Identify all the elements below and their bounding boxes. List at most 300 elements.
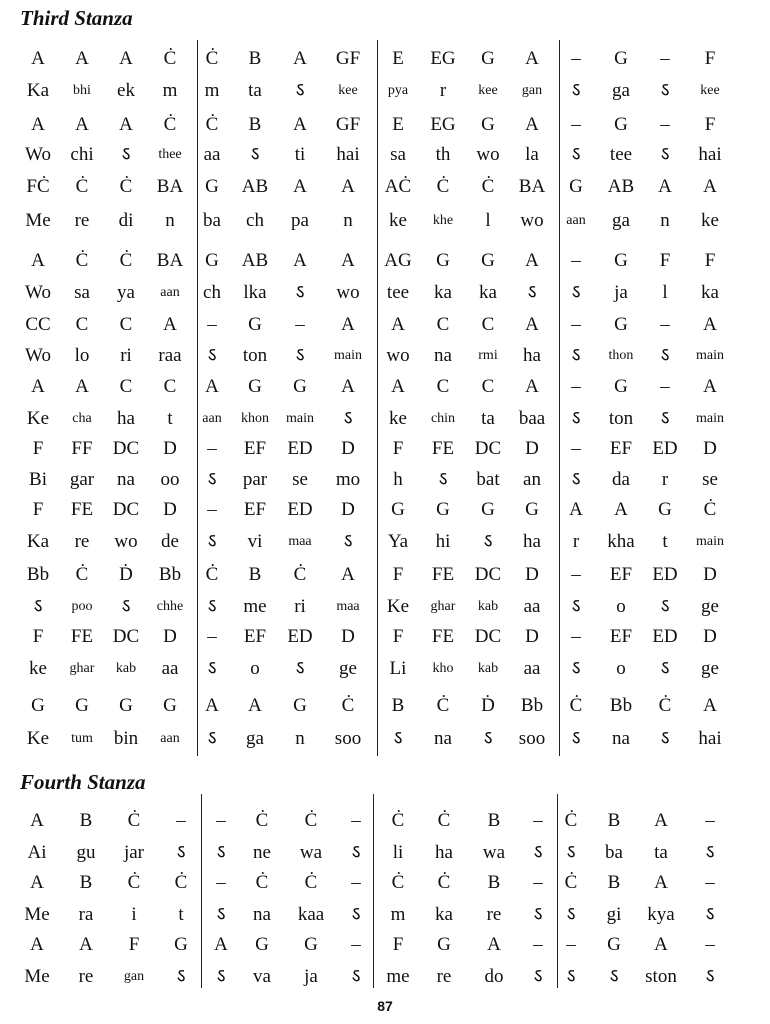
lyric-cell: ऽ	[571, 282, 581, 303]
lyric-cell: n	[165, 210, 175, 231]
note-cell: Ċ	[304, 872, 318, 893]
lyric-cell: ऽ	[571, 728, 581, 749]
lyric-cell: o	[616, 658, 626, 679]
note-cell: Ċ	[163, 114, 177, 135]
lyric-cell: ta	[654, 842, 668, 863]
lyric-cell: ge	[339, 658, 357, 679]
note-cell: Ċ	[205, 48, 219, 69]
lyric-cell: la	[525, 144, 539, 165]
note-cell: –	[207, 438, 217, 459]
note-cell: G	[205, 176, 219, 197]
lyric-cell: Wo	[25, 282, 51, 303]
notes-row	[0, 434, 770, 464]
note-cell: BA	[156, 176, 184, 197]
note-cell: –	[571, 250, 581, 271]
bar-divider	[197, 40, 198, 756]
note-cell: Ċ	[391, 872, 405, 893]
lyric-cell: ऽ	[566, 966, 576, 987]
lyric-cell: ba	[203, 210, 221, 231]
lyric-cell: ऽ	[533, 842, 543, 863]
note-cell: B	[79, 810, 93, 831]
note-cell: A	[654, 934, 668, 955]
lyric-cell: ऽ	[393, 728, 403, 749]
note-cell: A	[487, 934, 501, 955]
note-cell: Ċ	[564, 810, 578, 831]
note-cell: Ċ	[564, 872, 578, 893]
note-cell: Ċ	[436, 176, 450, 197]
note-cell: F	[32, 438, 44, 459]
note-cell: G	[481, 250, 495, 271]
note-cell: ED	[287, 438, 313, 459]
lyric-cell: ga	[612, 80, 630, 101]
lyrics-row	[0, 838, 770, 868]
note-cell: –	[705, 872, 715, 893]
note-cell: A	[205, 695, 219, 716]
lyric-cell: ghar	[69, 661, 95, 676]
lyric-cell: ऽ	[216, 842, 226, 863]
note-cell: A	[75, 114, 89, 135]
lyrics-row	[0, 592, 770, 622]
note-cell: EF	[243, 626, 267, 647]
note-cell: A	[75, 376, 89, 397]
note-cell: G	[304, 934, 318, 955]
note-cell: Bb	[520, 695, 544, 716]
lyric-cell: wa	[299, 842, 323, 863]
note-cell: DC	[474, 564, 502, 585]
note-cell: D	[163, 438, 177, 459]
note-cell: A	[654, 872, 668, 893]
lyric-cell: ऽ	[533, 904, 543, 925]
note-cell: F	[32, 626, 44, 647]
lyrics-row	[0, 140, 770, 170]
note-cell: A	[30, 872, 44, 893]
note-cell: A	[341, 564, 355, 585]
lyric-cell: maa	[288, 534, 312, 549]
note-cell: B	[607, 810, 621, 831]
note-cell: G	[569, 176, 583, 197]
note-cell: ED	[287, 626, 313, 647]
note-cell: F	[392, 438, 404, 459]
note-cell: GF	[335, 114, 361, 135]
lyric-cell: vi	[247, 531, 263, 552]
lyric-cell: ja	[304, 966, 318, 987]
note-cell: –	[207, 626, 217, 647]
note-cell: D	[525, 626, 539, 647]
bar-divider	[201, 794, 202, 988]
lyric-cell: ta	[481, 408, 495, 429]
lyric-cell: ऽ	[483, 531, 493, 552]
note-cell: A	[654, 810, 668, 831]
note-cell: –	[351, 810, 361, 831]
lyric-cell: gar	[69, 469, 95, 490]
lyric-cell: l	[662, 282, 668, 303]
lyrics-row	[0, 341, 770, 371]
note-cell: F	[392, 564, 404, 585]
lyric-cell: se	[292, 469, 308, 490]
note-cell: –	[216, 810, 226, 831]
note-cell: –	[176, 810, 186, 831]
note-cell: F	[704, 48, 716, 69]
notes-row	[0, 806, 770, 836]
note-cell: G	[436, 250, 450, 271]
lyric-cell: raa	[158, 345, 182, 366]
note-cell: B	[248, 48, 262, 69]
lyric-cell: t	[167, 408, 173, 429]
note-cell: FĊ	[26, 176, 50, 197]
lyric-cell: re	[78, 966, 94, 987]
lyric-cell: soo	[334, 728, 362, 749]
lyric-cell: ऽ	[660, 80, 670, 101]
lyric-cell: ba	[605, 842, 623, 863]
note-cell: A	[119, 48, 133, 69]
lyric-cell: ऽ	[216, 966, 226, 987]
lyric-cell: ऽ	[351, 966, 361, 987]
lyric-cell: ऽ	[295, 345, 305, 366]
lyric-cell: Wo	[25, 144, 51, 165]
lyric-cell: cha	[72, 411, 92, 426]
note-cell: Ċ	[437, 872, 451, 893]
lyric-cell: ja	[614, 282, 628, 303]
note-cell: Ċ	[163, 48, 177, 69]
lyric-cell: ऽ	[351, 904, 361, 925]
note-cell: Ċ	[255, 810, 269, 831]
lyric-cell: hai	[698, 144, 722, 165]
lyric-cell: da	[612, 469, 630, 490]
note-cell: Ḋ	[119, 564, 133, 585]
lyric-cell: m	[204, 80, 220, 101]
lyric-cell: wo	[386, 345, 410, 366]
note-cell: G	[255, 934, 269, 955]
note-cell: Ċ	[205, 564, 219, 585]
lyric-cell: Wo	[25, 345, 51, 366]
note-cell: A	[248, 695, 262, 716]
note-cell: G	[119, 695, 133, 716]
lyric-cell: kee	[478, 83, 498, 98]
lyric-cell: aan	[566, 213, 586, 228]
lyric-cell: gu	[76, 842, 96, 863]
note-cell: FF	[71, 438, 93, 459]
lyric-cell: hi	[435, 531, 451, 552]
bar-divider	[559, 40, 560, 756]
lyric-cell: ya	[117, 282, 135, 303]
notes-row	[0, 110, 770, 140]
note-cell: –	[571, 314, 581, 335]
note-cell: EF	[243, 499, 267, 520]
note-cell: D	[525, 438, 539, 459]
lyric-cell: bhi	[73, 83, 91, 98]
note-cell: A	[525, 48, 539, 69]
lyric-cell: li	[392, 842, 404, 863]
note-cell: Ċ	[75, 564, 89, 585]
lyric-cell: Ai	[27, 842, 47, 863]
note-cell: D	[163, 626, 177, 647]
note-cell: –	[660, 48, 670, 69]
lyric-cell: kab	[477, 599, 499, 614]
lyric-cell: ऽ	[571, 80, 581, 101]
lyric-cell: ऽ	[566, 904, 576, 925]
note-cell: A	[30, 810, 44, 831]
lyrics-row	[0, 724, 770, 754]
lyric-cell: aa	[161, 658, 179, 679]
bar-divider	[557, 794, 558, 988]
note-cell: DC	[112, 438, 140, 459]
note-cell: G	[481, 499, 495, 520]
note-cell: F	[392, 626, 404, 647]
lyric-cell: th	[435, 144, 451, 165]
fourth-stanza-heading: Fourth Stanza	[20, 770, 146, 794]
lyric-cell: ston	[645, 966, 677, 987]
note-cell: ED	[652, 438, 678, 459]
lyric-cell: main	[696, 534, 724, 549]
lyric-cell: wo	[114, 531, 138, 552]
lyric-cell: ऽ	[571, 596, 581, 617]
lyric-cell: ऽ	[705, 904, 715, 925]
lyric-cell: Ka	[26, 531, 50, 552]
note-cell: Ċ	[436, 695, 450, 716]
third-stanza-heading: Third Stanza	[20, 6, 133, 30]
lyric-cell: ऽ	[33, 596, 43, 617]
note-cell: Ċ	[174, 872, 188, 893]
lyric-cell: kho	[432, 661, 454, 676]
note-cell: F	[659, 250, 671, 271]
note-cell: A	[205, 376, 219, 397]
note-cell: D	[341, 499, 355, 520]
lyric-cell: me	[386, 966, 410, 987]
note-cell: G	[391, 499, 405, 520]
lyric-cell: wo	[336, 282, 360, 303]
note-cell: G	[248, 314, 262, 335]
bar-divider	[377, 40, 378, 756]
lyric-cell: ऽ	[566, 842, 576, 863]
note-cell: B	[391, 695, 405, 716]
note-cell: Ċ	[127, 872, 141, 893]
lyric-cell: ge	[701, 596, 719, 617]
note-cell: C	[481, 314, 495, 335]
lyric-cell: re	[74, 531, 90, 552]
note-cell: Ċ	[293, 564, 307, 585]
note-cell: A	[525, 250, 539, 271]
lyric-cell: ऽ	[571, 658, 581, 679]
lyric-cell: na	[434, 345, 452, 366]
notes-row	[0, 172, 770, 202]
lyric-cell: va	[253, 966, 271, 987]
note-cell: G	[293, 376, 307, 397]
lyric-cell: khon	[241, 411, 269, 426]
lyric-cell: ऽ	[571, 144, 581, 165]
lyric-cell: ऽ	[207, 531, 217, 552]
lyrics-row	[0, 900, 770, 930]
lyric-cell: chin	[430, 411, 456, 426]
note-cell: BA	[156, 250, 184, 271]
lyrics-row	[0, 962, 770, 992]
note-cell: Ċ	[304, 810, 318, 831]
note-cell: –	[705, 934, 715, 955]
note-cell: G	[437, 934, 451, 955]
note-cell: FE	[70, 499, 94, 520]
notes-row	[0, 495, 770, 525]
note-cell: A	[525, 314, 539, 335]
note-cell: G	[481, 48, 495, 69]
lyric-cell: r	[439, 80, 447, 101]
note-cell: DC	[112, 626, 140, 647]
lyric-cell: ka	[479, 282, 497, 303]
lyric-cell: mo	[335, 469, 361, 490]
note-cell: G	[614, 314, 628, 335]
note-cell: –	[207, 499, 217, 520]
note-cell: G	[163, 695, 177, 716]
lyric-cell: r	[572, 531, 580, 552]
lyric-cell: aa	[203, 144, 221, 165]
note-cell: –	[351, 872, 361, 893]
lyric-cell: khe	[432, 213, 454, 228]
note-cell: Ḋ	[481, 695, 495, 716]
note-cell: D	[525, 564, 539, 585]
note-cell: ED	[287, 499, 313, 520]
lyric-cell: ऽ	[571, 345, 581, 366]
lyrics-row	[0, 76, 770, 106]
note-cell: A	[31, 376, 45, 397]
note-cell: C	[75, 314, 89, 335]
lyrics-row	[0, 527, 770, 557]
notes-row	[0, 44, 770, 74]
lyric-cell: kaa	[297, 904, 325, 925]
note-cell: EG	[430, 48, 456, 69]
lyric-cell: pya	[387, 83, 409, 98]
lyric-cell: Ke	[386, 596, 410, 617]
lyric-cell: kha	[607, 531, 635, 552]
lyrics-row	[0, 654, 770, 684]
notes-row	[0, 691, 770, 721]
note-cell: –	[571, 438, 581, 459]
lyric-cell: di	[118, 210, 134, 231]
lyric-cell: sa	[74, 282, 90, 303]
note-cell: –	[207, 314, 217, 335]
note-cell: Bb	[609, 695, 633, 716]
lyric-cell: tee	[386, 282, 410, 303]
lyric-cell: hai	[336, 144, 360, 165]
lyric-cell: gi	[606, 904, 622, 925]
lyric-cell: kab	[115, 661, 137, 676]
lyric-cell: r	[661, 469, 669, 490]
note-cell: A	[31, 48, 45, 69]
note-cell: G	[481, 114, 495, 135]
lyric-cell: Ke	[26, 728, 50, 749]
note-cell: G	[174, 934, 188, 955]
lyric-cell: ऽ	[609, 966, 619, 987]
note-cell: C	[436, 376, 450, 397]
bar-divider	[373, 794, 374, 988]
lyric-cell: de	[161, 531, 179, 552]
notes-row	[0, 310, 770, 340]
lyric-cell: ke	[29, 658, 47, 679]
note-cell: E	[392, 48, 404, 69]
lyric-cell: ton	[608, 408, 634, 429]
lyric-cell: Me	[25, 210, 51, 231]
lyric-cell: ऽ	[176, 842, 186, 863]
lyric-cell: ton	[242, 345, 268, 366]
note-cell: G	[75, 695, 89, 716]
note-cell: –	[571, 564, 581, 585]
lyric-cell: ghar	[430, 599, 456, 614]
note-cell: A	[293, 114, 307, 135]
note-cell: EF	[609, 626, 633, 647]
notes-row	[0, 560, 770, 590]
lyric-cell: ch	[203, 282, 221, 303]
note-cell: FE	[431, 564, 455, 585]
note-cell: –	[351, 934, 361, 955]
lyric-cell: ti	[294, 144, 306, 165]
note-cell: D	[703, 626, 717, 647]
note-cell: Ċ	[205, 114, 219, 135]
note-cell: B	[248, 114, 262, 135]
note-cell: G	[614, 114, 628, 135]
note-cell: A	[391, 376, 405, 397]
note-cell: –	[533, 810, 543, 831]
lyric-cell: ऽ	[527, 282, 537, 303]
lyric-cell: tum	[71, 731, 93, 746]
lyric-cell: ke	[701, 210, 719, 231]
lyric-cell: ha	[435, 842, 453, 863]
note-cell: A	[31, 114, 45, 135]
note-cell: –	[660, 114, 670, 135]
lyric-cell: lo	[74, 345, 90, 366]
note-cell: ED	[652, 626, 678, 647]
lyric-cell: ga	[612, 210, 630, 231]
note-cell: DC	[112, 499, 140, 520]
lyric-cell: ke	[389, 210, 407, 231]
lyric-cell: ऽ	[121, 596, 131, 617]
note-cell: AB	[241, 176, 269, 197]
note-cell: D	[163, 499, 177, 520]
lyric-cell: ऽ	[660, 596, 670, 617]
lyric-cell: re	[74, 210, 90, 231]
lyric-cell: Bi	[29, 469, 47, 490]
lyrics-row	[0, 465, 770, 495]
note-cell: C	[119, 314, 133, 335]
lyric-cell: Li	[389, 658, 407, 679]
lyric-cell: jar	[123, 842, 145, 863]
note-cell: G	[293, 695, 307, 716]
lyric-cell: ऽ	[351, 842, 361, 863]
note-cell: B	[487, 810, 501, 831]
note-cell: G	[607, 934, 621, 955]
lyric-cell: ऽ	[207, 596, 217, 617]
lyric-cell: ऽ	[660, 408, 670, 429]
lyric-cell: aan	[202, 411, 222, 426]
lyric-cell: ke	[389, 408, 407, 429]
note-cell: Ċ	[658, 695, 672, 716]
note-cell: FE	[431, 626, 455, 647]
note-cell: FE	[70, 626, 94, 647]
lyric-cell: Ka	[26, 80, 50, 101]
note-cell: –	[533, 872, 543, 893]
note-cell: A	[703, 314, 717, 335]
lyric-cell: ta	[248, 80, 262, 101]
lyric-cell: ऽ	[295, 658, 305, 679]
lyric-cell: aan	[160, 285, 180, 300]
lyric-cell: ri	[120, 345, 132, 366]
lyric-cell: ऽ	[250, 144, 260, 165]
lyric-cell: do	[484, 966, 504, 987]
note-cell: A	[75, 48, 89, 69]
lyric-cell: ka	[701, 282, 719, 303]
note-cell: B	[607, 872, 621, 893]
lyric-cell: ऽ	[438, 469, 448, 490]
notes-row	[0, 246, 770, 276]
lyric-cell: t	[178, 904, 184, 925]
note-cell: C	[481, 376, 495, 397]
notes-row	[0, 372, 770, 402]
